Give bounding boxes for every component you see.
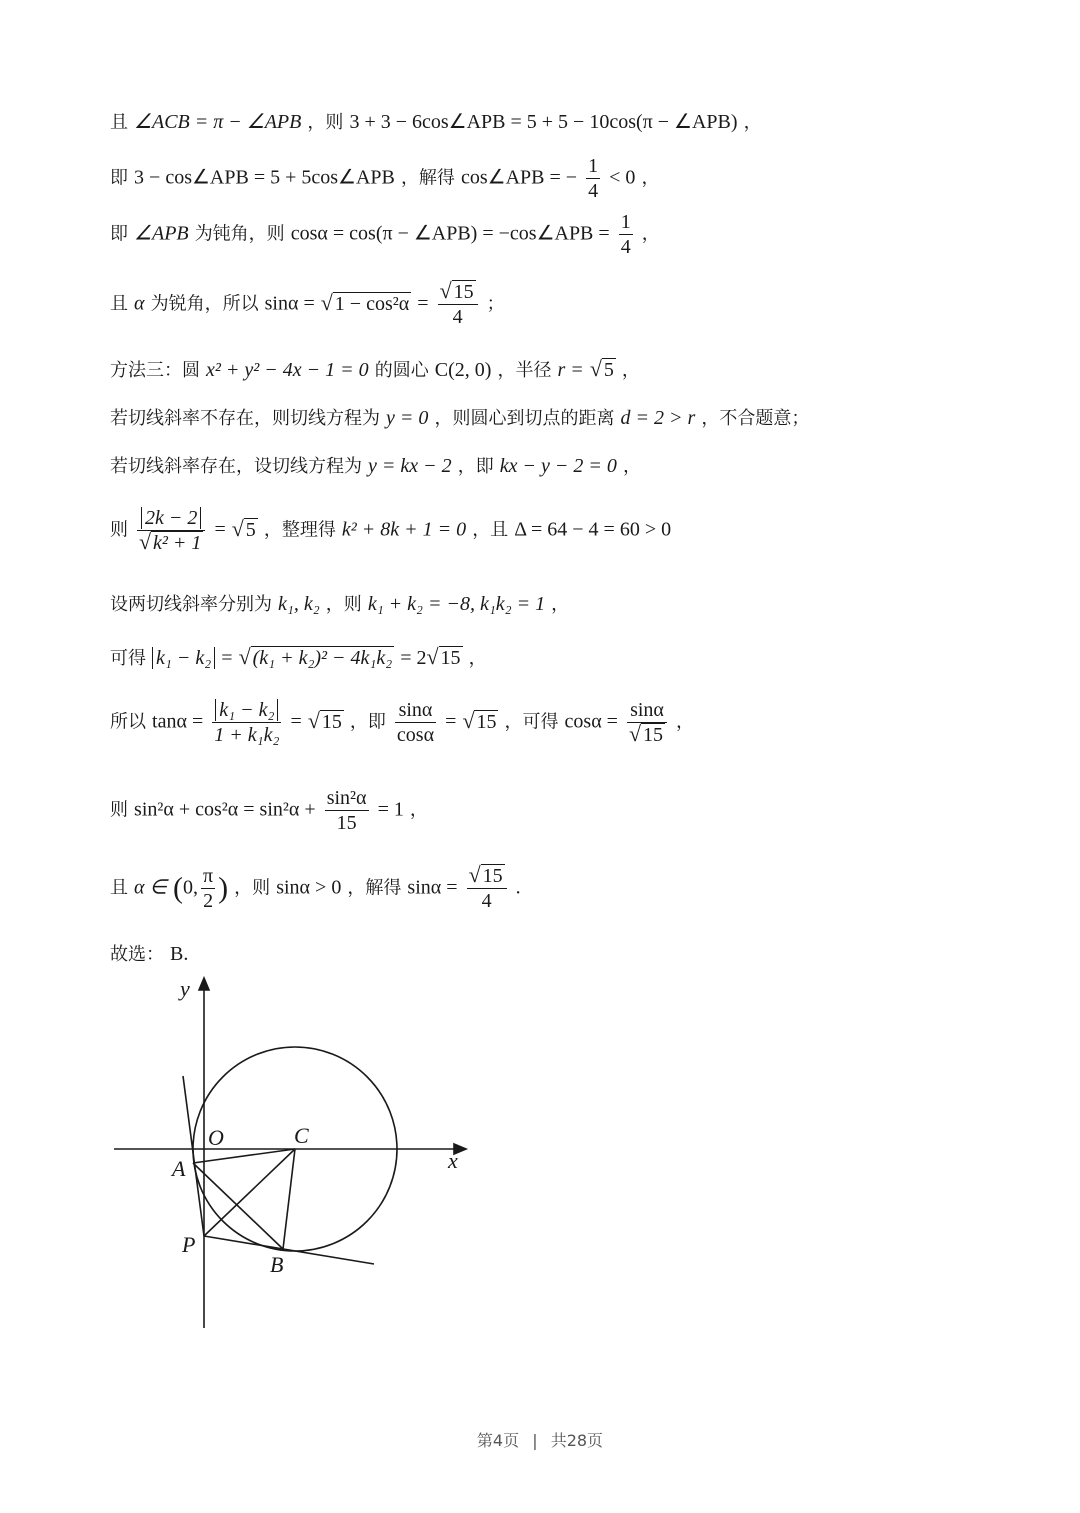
denominator: 4 [481, 890, 492, 912]
square-root [239, 648, 395, 668]
square-root [139, 533, 203, 553]
denominator: cosα [396, 724, 435, 746]
text: 可得 [110, 648, 146, 669]
label-b: B [270, 1252, 284, 1277]
formula: r = [557, 359, 584, 381]
punct: ， [551, 594, 570, 615]
punct: ； [486, 293, 505, 315]
text-line-5 [110, 360, 640, 380]
formula: C(2, 0) [434, 359, 492, 381]
text: 为锐角，所以 [150, 293, 259, 315]
text-line-13 [110, 866, 521, 911]
tangent-line-pb [204, 1236, 374, 1264]
fraction [619, 212, 633, 257]
formula: sinα = [264, 292, 315, 315]
fraction [467, 866, 507, 911]
square-root [321, 294, 411, 314]
formula: 3 + 3 − 6cos∠APB = 5 + 5 − 10cos(π − ∠APB) [349, 111, 738, 133]
radicand: 15 [643, 724, 663, 746]
punct: ， [622, 456, 641, 477]
text-line-6 [110, 408, 809, 428]
label-y: y [180, 976, 190, 1001]
punct: ， [641, 223, 660, 245]
square-root [469, 866, 505, 886]
formula: cos∠APB = − [460, 166, 578, 189]
fraction [212, 700, 281, 745]
label-o: O [208, 1125, 224, 1150]
page-total: 共28页 [550, 1431, 604, 1450]
punct: ， [409, 799, 428, 821]
equals: = [445, 710, 457, 733]
numerator: sinα [627, 700, 667, 723]
formula: ∠ACB = π − ∠APB [134, 111, 302, 133]
formula: x² + y² − 4x − 1 = 0 [206, 359, 369, 381]
text: 即 [110, 223, 128, 245]
text: 故选： [110, 944, 164, 965]
formula: 3 − cos∠APB = 5 + 5cos∠APB [134, 166, 395, 189]
label-a: A [172, 1156, 186, 1181]
radicand: k² + 1 [153, 532, 202, 554]
punct: ， [743, 112, 762, 133]
text: 则 [110, 519, 128, 541]
text: 为钝角，则 [194, 223, 285, 245]
square-root [629, 725, 665, 745]
y-axis-arrow [199, 978, 209, 990]
text: ，则 [307, 112, 344, 133]
text: 则 [110, 799, 128, 821]
text: ，则 [325, 594, 362, 615]
fraction [586, 156, 600, 201]
radicand: 1 − cos²α [334, 292, 410, 315]
text-line-2 [110, 156, 659, 201]
square-root [308, 712, 344, 732]
formula: k₁, k₂ [278, 593, 320, 615]
text-line-10 [110, 648, 487, 668]
formula: α ∈ [134, 876, 167, 899]
answer: B. [170, 943, 189, 965]
label-p: P [182, 1232, 196, 1257]
text: ，即 [457, 456, 494, 477]
punct: ， [641, 167, 660, 189]
formula: k₁ + k₂ = −8, k₁k₂ = 1 [367, 593, 546, 615]
numerator: 1 [620, 211, 631, 233]
numerator: 1 [588, 155, 599, 177]
square-root [440, 282, 476, 302]
fraction [627, 700, 667, 745]
text-line-14 [110, 944, 188, 964]
square-root [427, 648, 463, 668]
radicand: 15 [321, 710, 342, 733]
formula: = 2 [400, 647, 427, 669]
text: 即 [110, 167, 128, 189]
text-line-11 [110, 700, 694, 745]
text-line-4 [110, 282, 505, 327]
denominator: 15 [336, 812, 357, 834]
formula: d = 2 > r [620, 407, 696, 429]
radicand: 15 [440, 647, 461, 669]
radicand: 15 [476, 710, 497, 733]
text: ，解得 [347, 877, 402, 899]
fraction [395, 700, 436, 745]
punct: ， [621, 360, 640, 381]
square-root [590, 360, 616, 380]
numerator: 2k − 2 [141, 507, 201, 529]
formula: tanα = [152, 710, 204, 733]
denominator: 1 + k₁k₂ [214, 724, 280, 746]
punct: . [515, 876, 521, 899]
text-line-1 [110, 112, 762, 132]
page-footer [0, 1428, 1080, 1451]
text: ，可得 [504, 711, 559, 733]
text: 设两切线斜率分别为 [110, 594, 272, 615]
footer-separator: | [532, 1431, 538, 1450]
formula: k² + 8k + 1 = 0 [341, 518, 467, 541]
radicand: 5 [245, 518, 256, 541]
text: ，且 [472, 519, 509, 541]
formula: α [134, 292, 145, 315]
equals: = [214, 518, 226, 541]
right-paren: ) [218, 871, 229, 905]
text-line-9 [110, 594, 569, 614]
formula: sin²α + cos²α = sin²α + [134, 798, 316, 821]
numerator: sin²α [326, 787, 367, 809]
numerator: π [203, 865, 214, 887]
text: ，半径 [497, 360, 552, 381]
text: ，则 [234, 877, 271, 899]
text: ，解得 [400, 167, 455, 189]
text-line-8 [110, 508, 671, 553]
text: ，则圆心到切点的距离 [434, 408, 615, 429]
text: 若切线斜率存在，设切线方程为 [110, 456, 362, 477]
text-line-7 [110, 456, 641, 476]
formula: Δ = 64 − 4 = 60 > 0 [514, 518, 672, 541]
formula: kx − y − 2 = 0 [499, 455, 617, 477]
punct: ， [676, 711, 695, 733]
left-paren: ( [173, 871, 184, 905]
formula: sinα > 0 [276, 876, 342, 899]
radicand: (k₁ + k₂)² − 4k₁k₂ [252, 647, 393, 669]
text-line-12 [110, 788, 428, 833]
radicand: 15 [482, 865, 503, 887]
equals: = [417, 292, 429, 315]
square-root [462, 712, 498, 732]
denominator: 4 [588, 180, 599, 202]
geometry-figure [100, 970, 480, 1340]
square-root [232, 520, 258, 540]
denominator: 2 [203, 890, 214, 912]
numerator: k₁ − k₂ [215, 699, 278, 721]
formula: y = kx − 2 [368, 455, 452, 477]
text: 所以 [110, 711, 146, 733]
fraction [201, 866, 215, 911]
denominator: 4 [452, 306, 463, 328]
fraction [137, 508, 205, 553]
text: ，整理得 [263, 519, 336, 541]
formula: < 0 [609, 166, 636, 189]
page-number: 第4页 [476, 1431, 520, 1450]
formula: 0, [183, 876, 199, 899]
formula: sinα = [407, 876, 458, 899]
tangent-line-pa [183, 1076, 204, 1236]
segment-pc [204, 1149, 295, 1236]
label-c: C [294, 1123, 309, 1148]
equals: = [290, 710, 302, 733]
text: 且 [110, 877, 128, 899]
text: ，即 [349, 711, 386, 733]
formula: cosα = cos(π − ∠APB) = −cos∠APB = [290, 222, 610, 245]
formula: = 1 [377, 798, 404, 821]
label-x: x [448, 1148, 458, 1173]
formula: cosα = [564, 710, 618, 733]
equals: = [221, 647, 233, 669]
radicand: 5 [603, 359, 614, 381]
text: ，不合题意； [701, 408, 810, 429]
formula: k₁ − k₂ [152, 647, 215, 669]
text: 方法三：圆 [110, 360, 200, 381]
segment-cb [283, 1149, 295, 1249]
formula: ∠APB [134, 222, 189, 245]
text: 且 [110, 112, 128, 133]
fraction [438, 282, 478, 327]
text: 且 [110, 293, 128, 315]
denominator: 4 [620, 236, 631, 258]
text: 若切线斜率不存在，则切线方程为 [110, 408, 380, 429]
fraction [325, 788, 369, 833]
numerator: sinα [395, 700, 436, 723]
radicand: 15 [453, 281, 474, 303]
formula: y = 0 [386, 407, 429, 429]
text-line-3 [110, 212, 660, 257]
punct: ， [468, 648, 487, 669]
segment-ac [193, 1149, 295, 1163]
text: 的圆心 [374, 360, 429, 381]
